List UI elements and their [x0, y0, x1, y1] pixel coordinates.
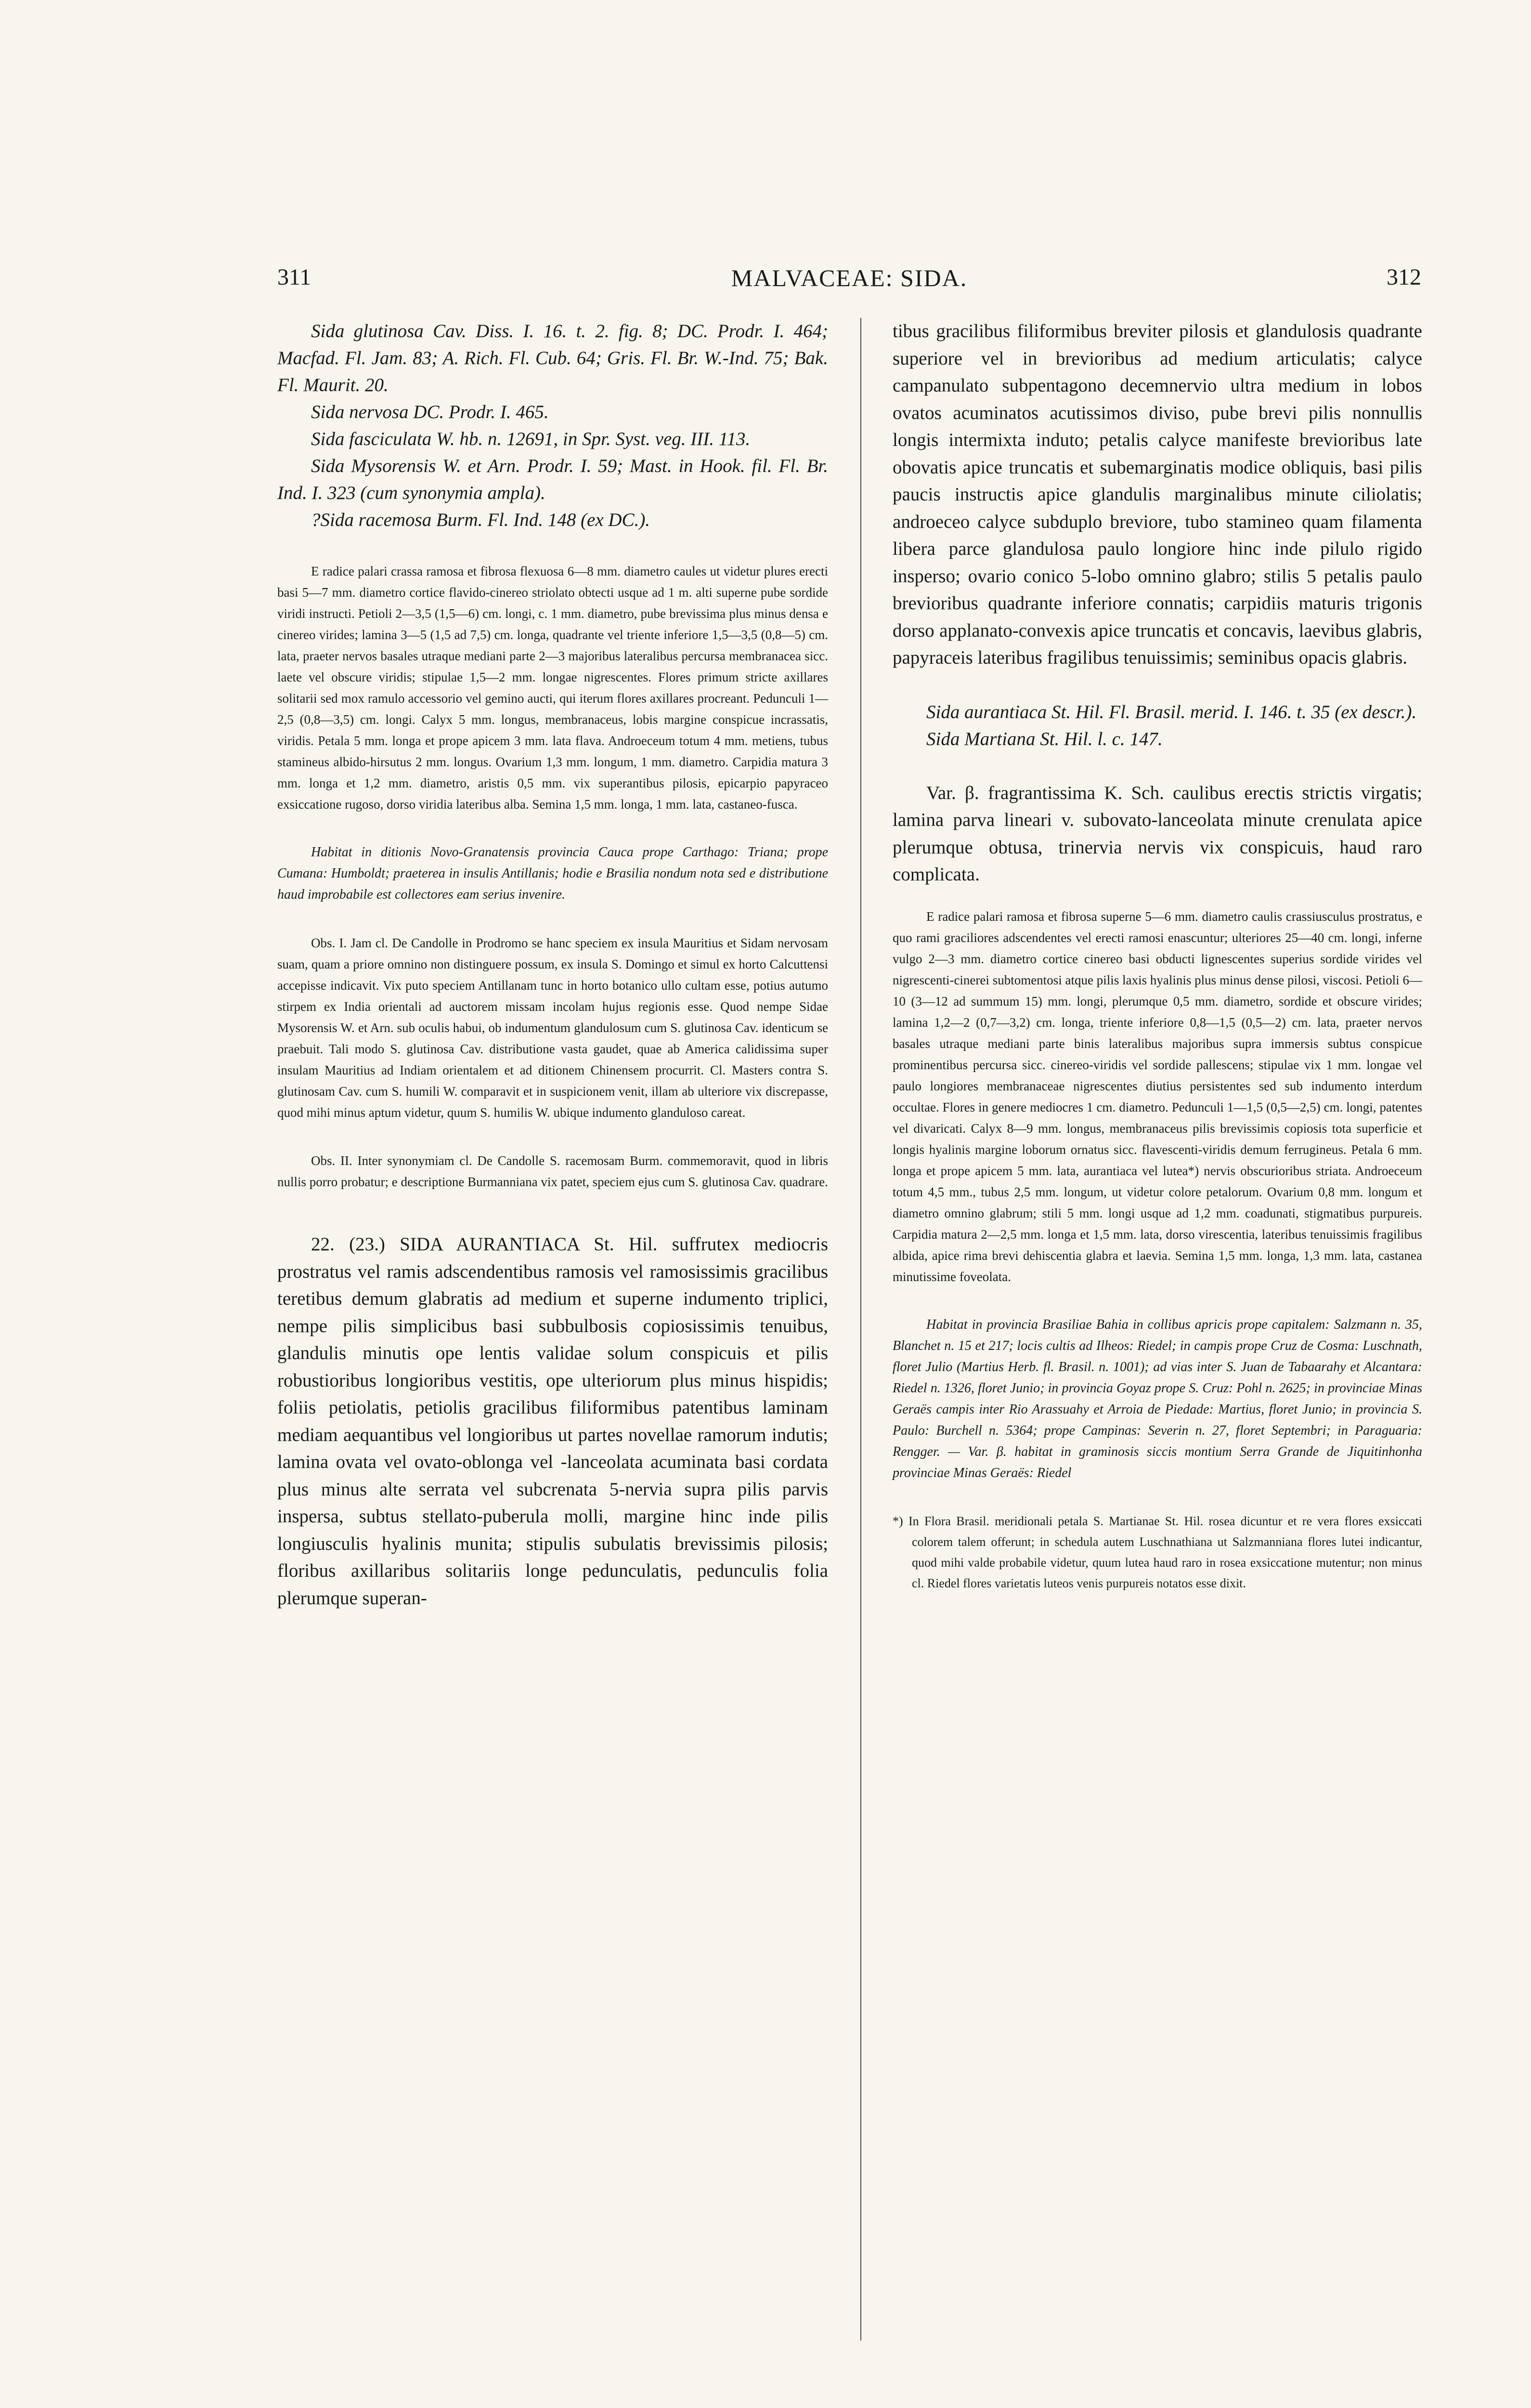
- running-title: MALVACEAE: SIDA.: [731, 264, 968, 291]
- synonym-entry: Sida nervosa DC. Prodr. I. 465.: [311, 402, 549, 422]
- observation-2: Obs. II. Inter synonymiam cl. De Candolle S. racemosam Burm. commemoravit, quod in libris nullis porro probatur; e descriptione Burmanniana vix patet, speciem ejus cum S. glutinosa Cav. quadrare.: [277, 1153, 828, 1189]
- species-diagnosis: suffrutex mediocris prostratus vel ramis adscendentibus ramosis vel ramosissimis gracilibus teretibus demum glabratis ad medium et superne indumento triplici, nempe pilis simplicibus basi subbulbosis copiosissimis tenuibus, glandulis minutis ope lentis validae solum conspicuis et pilis robustioribus longioribus vestitis, ope ulteriorum plus minus hispidis; foliis petiolatis, petiolis gracilibus filiformibus patentibus laminam mediam aequantibus vel longioribus ut partes novellae ramorum indutis; lamina ovata vel ovato-oblonga vel -lanceolata acuminata basi cordata plus minus alte serrata vel subcrenata 5-nervia supra pilis parvis inspersa, subtus stellato-puberula molli, margine hinc inde pilis longiusculis hyalinis munita; stipulis subulatis brevissimis pilosis; floribus axillaribus solitariis longe pedunculatis, pedunculis folia plerumque superan-: [277, 1234, 828, 1609]
- species-heading: 22. (23.) SIDA AURANTIACA St. Hil.: [311, 1234, 658, 1255]
- variety-paragraph: Var. β. fragrantissima K. Sch. caulibus erectis strictis virgatis; lamina parva lineari v. subovato-lanceolata minute crenulata apice plerumque obtusa, trinervia nervis vix conspicuis, haud raro complicata.: [893, 782, 1422, 885]
- description-paragraph: E radice palari ramosa et fibrosa superne 5—6 mm. diametro caulis crassiusculus prostratus, e quo rami graciliores adscendentes vel erecti ramosi enascuntur; ulteriores 25—40 cm. longi, inferne vulgo 2—3 mm. diametro cortice cinereo basi obducti lignescentes superius sordide virides vel nigrescenti-cinerei subtomentosi atque pilis laxis hyalinis plus minus dense pilosi, viscosi. Petioli 6—10 (3—12 ad summum 15) mm. longi, plerumque 0,5 mm. diametro, sordide et obscure virides; lamina 1,2—2 (0,7—3,2) cm. longa, triente inferiore 0,8—1,5 (0,5—2) cm. lata, praeter nervos basales utraque mediani parte binis lateralibus majoribus supra immersis subtus conspicue prominentibus percursa sicc. cinereo-viridis vel sordide pallescens; stipulae vix 1 mm. longae vel paulo longiores membranaceae nigrescentes diutius persistentes sed sub indumento interdum occultae. Flores in genere mediocres 1 cm. diametro. Pedunculi 1—1,5 (0,5—2,5) cm. longi, patentes vel divaricati. Calyx 8—9 mm. longus, membranaceus pilis brevissimis copiosis tota superficie et longis hyalinis margine loborum ornatus sicc. flavescenti-viridis demum ferrugineus. Petala 6 mm. longa et prope apicem 5 mm. lata, aurantiaca vel lutea*) nervis obscurioribus striata. Androeceum totum 4,5 mm., tubus 2,5 mm. longum, ut videtur colore petalorum. Ovarium 0,8 mm. longum et diametro omnino glabrum; stili 5 mm. longi usque ad 1,2 mm. coadunati, stigmatibus purpureis. Carpidia matura 2—2,5 mm. longa et 1,5 mm. lata, dorso virescentia, lateribus tenuissimis fragilibus albida, apice rima brevi dehiscentia glabra et laevia. Semina 1,5 mm. longa, 1,3 mm. lata, castanea minutissime foveolata.: [893, 909, 1422, 1284]
- column-divider: [860, 318, 861, 2341]
- right-column: [893, 318, 1422, 1594]
- synonym-entry: Sida glutinosa Cav. Diss. I. 16. t. 2. fig. 8; DC. Prodr. I. 464; Macfad. Fl. Jam. 83; A. Rich. Fl. Cub. 64; Gris. Fl. Br. W.-Ind. 75; Bak. Fl. Maurit. 20.: [277, 321, 828, 395]
- species-entry: [277, 1231, 828, 1612]
- habitat-paragraph: Habitat in ditionis Novo-Granatensis provincia Cauca prope Carthago: Triana; prope Cumana: Humboldt; praeterea in insulis Antillanis; hodie e Brasilia nondum nota sed e distributione haud improbabile est collectores eam serius invenire.: [277, 845, 828, 902]
- page-header: [277, 264, 1421, 298]
- synonym-entry: Sida aurantiaca St. Hil. Fl. Brasil. merid. I. 146. t. 35 (ex descr.).: [926, 701, 1417, 722]
- synonym-entry: Sida Mysorensis W. et Arn. Prodr. I. 59; Mast. in Hook. fil. Fl. Br. Ind. I. 323 (cum synonymia ampla).: [277, 456, 828, 503]
- synonym-entry: Sida Martiana St. Hil. l. c. 147.: [926, 728, 1163, 749]
- page-number-right: 312: [1387, 264, 1421, 290]
- page-number-left: 311: [277, 264, 311, 290]
- synonym-entry: ?Sida racemosa Burm. Fl. Ind. 148 (ex DC.).: [311, 510, 650, 530]
- diagnosis-continuation: tibus gracilibus filiformibus breviter pilosis et glandulosis quadrante superiore vel in brevioribus ad medium articulatis; calyce campanulato subpentagono decemnervio ultra medium in lobos ovatos acuminatos acutissimos diviso, pube brevi pilis nonnullis longis intermixta induto; petalis calyce manifeste brevioribus late obovatis apice truncatis et subemarginatis modice obliquis, basi pilis paucis instructis apice glandulis marginalibus minute ciliolatis; androeceo calyce subduplo breviore, tubo stamineo quam filamenta libera parce glandulosa paulo longiore hinc inde pilulo rigido insperso; ovario conico 5-lobo omnino glabro; stilis 5 petalis paulo brevioribus quadrante inferiore connatis; carpidiis maturis trigonis dorso applanato-convexis apice truncatis et concavis, laevibus glabris, papyraceis lateribus fragilibus tenuissimis; seminibus opacis glabris.: [893, 321, 1422, 668]
- description-paragraph: E radice palari crassa ramosa et fibrosa flexuosa 6—8 mm. diametro caules ut videtur plures erecti basi 5—7 mm. diametro cortice flavido-cinereo striolato obtecti usque ad 1 m. alti superne pube sordide viridi instructi. Petioli 2—3,5 (1,5—6) cm. longi, c. 1 mm. diametro, pube brevissima plus minus densa e cinereo virides; lamina 3—5 (1,5 ad 7,5) cm. longa, quadrante vel triente inferiore 1,5—3,5 (0,8—5) cm. lata, praeter nervos basales utraque mediani parte 2—3 majoribus lateralibus percursa membranacea sicc. laete vel obscure viridis; stipulae 1,5—2 mm. longae nigrescentes. Flores primum stricte axillares solitarii sed mox ramulo accessorio vel gemino aucti, qui iterum flores axillares procreant. Pedunculi 1—2,5 (0,8—3,5) cm. longi. Calyx 5 mm. longus, membranaceus, lobis margine conspicue incrassatis, viridis. Petala 5 mm. longa et prope apicem 3 mm. lata flava. Androeceum totum 4 mm. metiens, tubus stamineus albido-hirsutus 2 mm. longus. Ovarium 1,3 mm. longum, 1 mm. diametro. Carpidia matura 3 mm. longa et 1,2 mm. diametro, aristis 0,5 mm. vix superantibus pilosis, epicarpio papyraceo exsiccatione rugoso, dorso viridia lateribus alba. Semina 1,5 mm. longa, 1 mm. lata, castaneo-fusca.: [277, 564, 828, 811]
- left-column: [277, 318, 828, 1612]
- habitat-paragraph: Habitat in provincia Brasiliae Bahia in collibus apricis prope capitalem: Salzmann n. 35, Blanchet n. 15 et 217; locis cultis ad Ilheos: Riedel; in campis prope Cruz de Cosma: Luschnath, floret Julio (Martius Herb. fl. Brasil. n. 1001); ad vias inter S. Juan de Tabaarahy et Alcantara: Riedel n. 1326, floret Junio; in provincia Goyaz prope S. Cruz: Pohl n. 2625; in provinciae Minas Geraës campis inter Rio Arassuahy et Arroia de Piedade: Martius, floret Junio; in provincia S. Paulo: Burchell n. 5364; prope Campinas: Severin n. 27, floret Septembri; in Paraguaria: Rengger. — Var. β. habitat in graminosis siccis montium Serra Grande de Jiquitinhonha provinciae Minas Geraës: Riedel: [893, 1317, 1422, 1480]
- observation-1: Obs. I. Jam cl. De Candolle in Prodromo se hanc speciem ex insula Mauritius et Sidam nervosam suam, quam a priore omnino non distinguere possum, ex insula S. Domingo et simul ex horto Calcuttensi accepisse indicavit. Vix puto speciem Antillanam tunc in horto botanico ullo cultam esse, potius autumo stirpem ex India orientali ad auctorem missam incolam hujus regionis esse. Quod nempe Sidae Mysorensis W. et Arn. sub oculis habui, ob indumentum glandulosum cum S. glutinosa Cav. identicum se praebuit. Tali modo S. glutinosa Cav. distributione vasta gaudet, quae ab America calidissima super insulam Mauritius ad Indiam orientalem et ad ditionem Chinensem procurrit. Cl. Masters contra S. glutinosam Cav. cum S. humili W. comparavit et in suspicionem venit, illam ab ulteriore vix discrepasse, quod mihi minus aptum videtur, quum S. humilis W. ubique indumento glanduloso careat.: [277, 936, 828, 1120]
- footnote: *) In Flora Brasil. meridionali petala S. Martianae St. Hil. rosea dicuntur et re vera flores exsiccati colorem talem offerunt; in schedula autem Luschnathiana ut Salzmanniana flores lutei indicantur, quod mihi valde probabile videtur, quum lutea haud raro in rosea exsiccatione mutentur; non minus cl. Riedel flores varietatis luteos venis purpureis notatos esse dixit.: [893, 1514, 1422, 1590]
- synonym-entry: Sida fasciculata W. hb. n. 12691, in Spr. Syst. veg. III. 113.: [311, 429, 751, 449]
